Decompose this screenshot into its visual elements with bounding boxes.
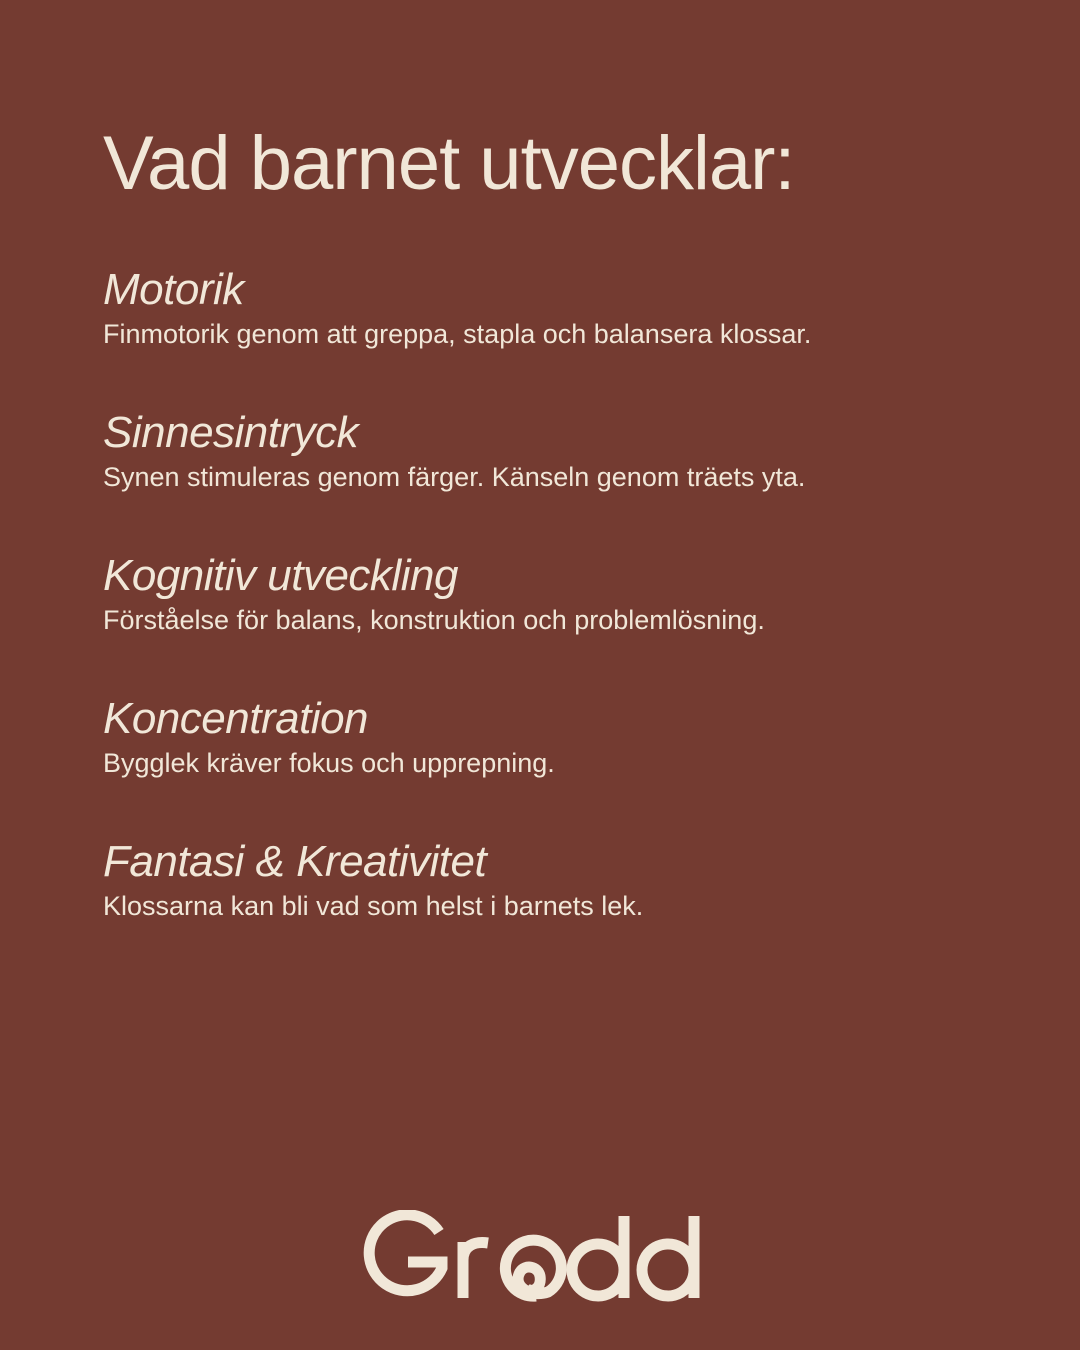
list-item-motorik: [103, 264, 1003, 407]
list-item-fantasi-kreativitet: [103, 836, 1003, 979]
item-description: Synen stimuleras genom färger. Känseln genom träets yta.: [103, 462, 806, 492]
development-list: [103, 264, 1003, 979]
item-heading: Motorik: [103, 265, 244, 314]
item-heading: Kognitiv utveckling: [103, 551, 458, 600]
list-item-koncentration: [103, 693, 1003, 836]
item-heading: Fantasi & Kreativitet: [103, 837, 487, 886]
item-description: Klossarna kan bli vad som helst i barnets lek.: [103, 891, 644, 921]
item-heading: Koncentration: [103, 694, 369, 743]
item-description: Förståelse för balans, konstruktion och problemlösning.: [103, 605, 765, 635]
page-title: Vad barnet utvecklar:: [103, 121, 795, 206]
item-description: Finmotorik genom att greppa, stapla och balansera klossar.: [103, 319, 812, 349]
grodd-logo: [360, 1210, 720, 1310]
item-description: Bygglek kräver fokus och upprepning.: [103, 748, 555, 778]
list-item-sinnesintryck: [103, 407, 1003, 550]
item-heading: Sinnesintryck: [103, 408, 359, 457]
list-item-kognitiv-utveckling: [103, 550, 1003, 693]
